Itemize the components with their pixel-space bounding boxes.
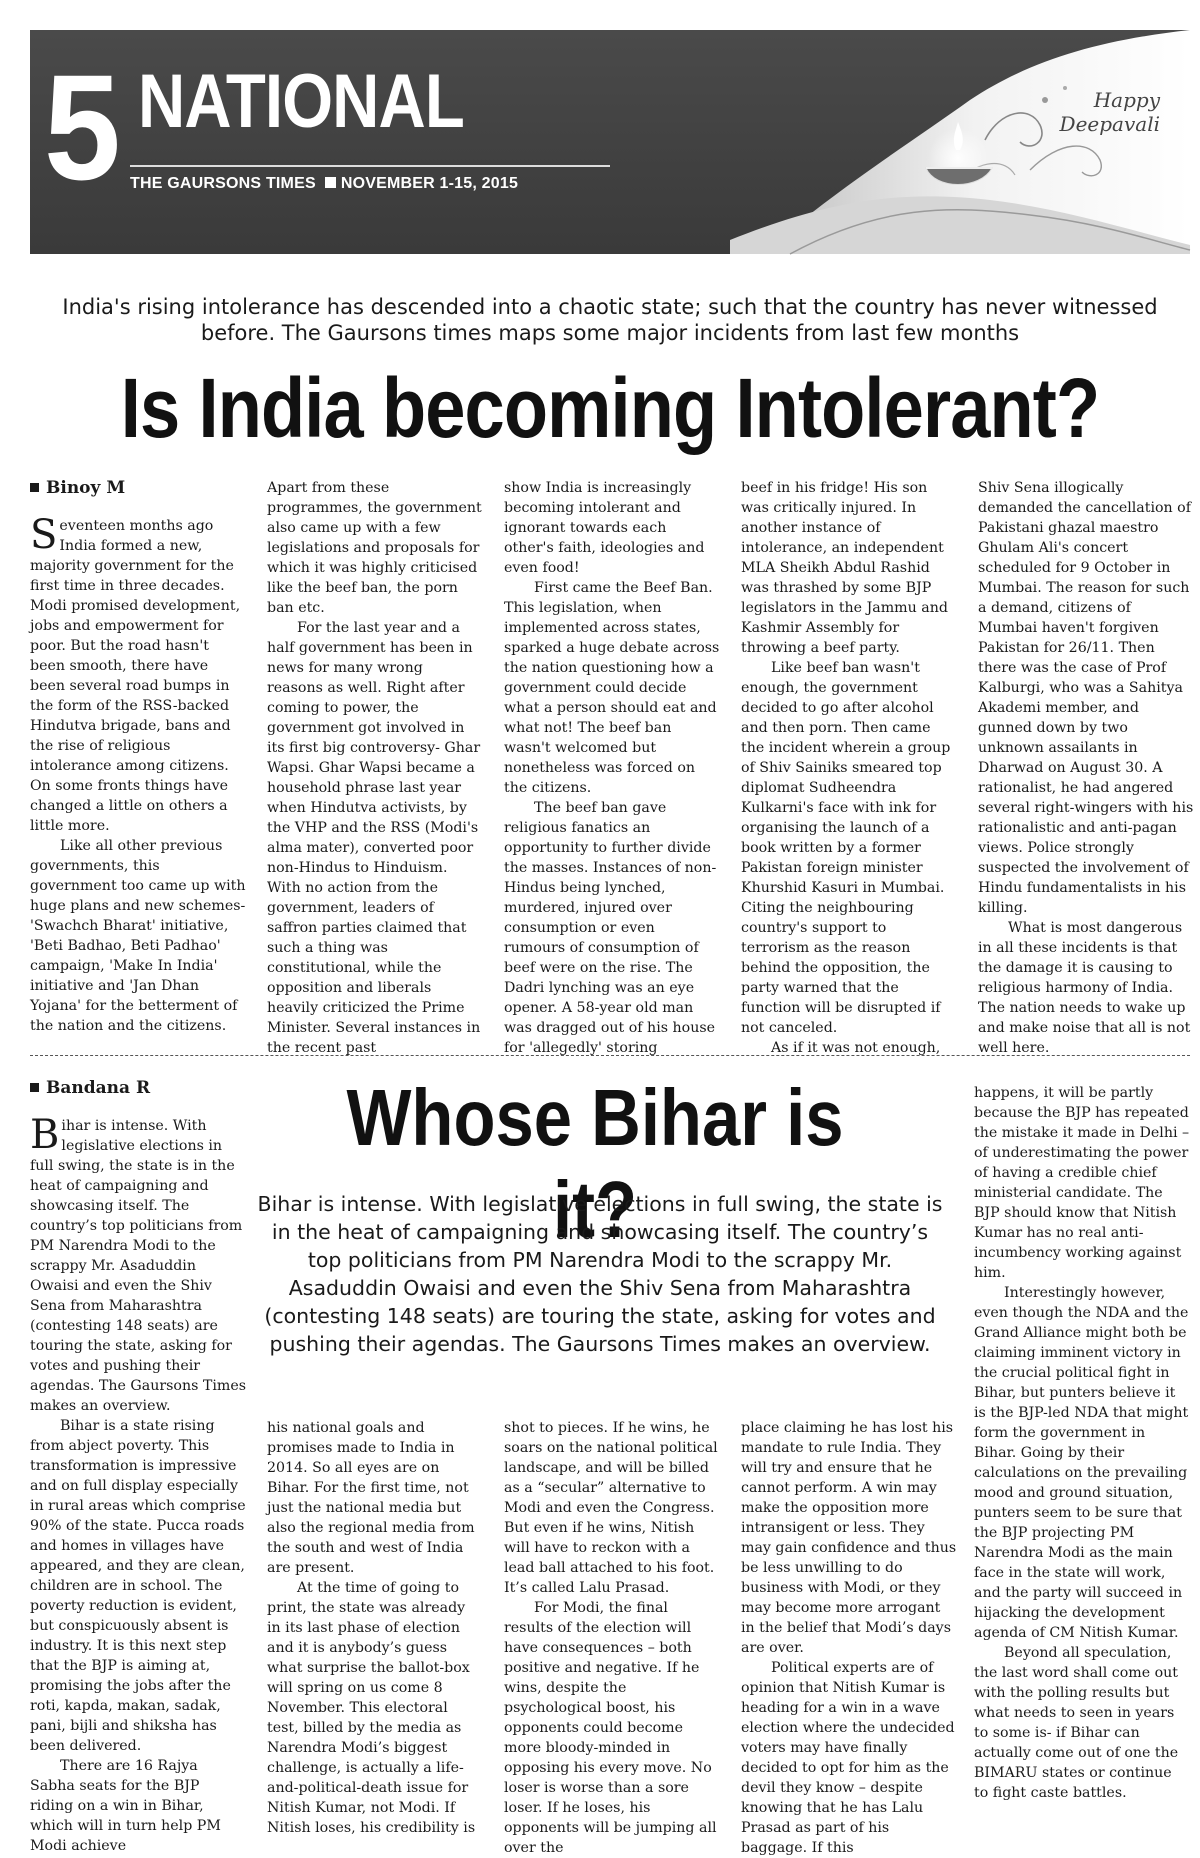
story2-standfirst: Bihar is intense. With legislative elections in full swing, the state is in the heat of campaigning and showcasing itself. The country’s top politicians from PM Narendra Modi to the scrappy Mr. Asaduddin Owaisi and even the Shiv Sena from Maharashtra (contesting 148 seats) are touring the state, asking for votes and pushing their agendas. The Gaursons Times makes an overview.: [257, 1192, 943, 1356]
paragraph: Like all other previous governments, this government too came up with huge plans and new schemes- 'Swachch Bharat' initiative, 'Beti Badhao, Beti Padhao' campaign, 'Make In India' initiative and 'Jan Dhan Yojana' for the betterment of the nation and the citizens.: [30, 838, 246, 1034]
byline-name: Bandana R: [46, 1078, 151, 1098]
story1-headline: Is India becoming Intolerant?: [120, 361, 1100, 455]
paragraph: As if it was not enough,: [771, 1040, 941, 1056]
byline-square-icon: [30, 483, 39, 492]
paragraph: At the time of going to print, the state was already in its last phase of election and it is anybody’s guess what surprise the ballot-box will spring on us come 8 November. This electoral test, billed by the media as Narendra Modi’s biggest challenge, is actually a life-and-political-death issue for Nitish Kumar, not Modi. If Nitish loses, his credibility is: [267, 1580, 476, 1836]
publication-name: THE GAURSONS TIMES: [130, 175, 316, 192]
paragraph: beef in his fridge! His son was critically injured. In another instance of intolerance, an independent MLA Sheikh Abdul Rashid was thrashed by some BJP legislators in the Jammu and Kashmir Assembly for throwing a beef party.: [741, 480, 948, 656]
paragraph: There are 16 Rajya Sabha seats for the BJP riding on a win in Bihar, which will in turn help PM Modi achieve: [30, 1758, 221, 1854]
paragraph: Beyond all speculation, the last word shall come out with the polling results but what needs to seen in years to some is- if Bihar can actually come out of one the BIMARU states or continue to fight caste battles.: [974, 1645, 1179, 1801]
drop-cap: B: [30, 1112, 60, 1158]
byline: [30, 1078, 246, 1098]
paragraph: The beef ban gave religious fanatics an opportunity to further divide the masses. Instances of non-Hindus being lynched, murdered, injured over consumption or even rumours of consumption of beef were on the rise. The Dadri lynching was an eye opener. A 58-year old man was dragged out of his house for 'allegedly' storing: [504, 800, 717, 1056]
story1-column-2: [267, 478, 483, 1058]
diya-lamp-icon: [730, 30, 1190, 254]
page-number: 5: [44, 43, 116, 211]
byline-name: Binoy M: [46, 478, 126, 498]
paragraph: First came the Beef Ban. This legislation, when implemented across states, sparked a huge debate across the nation questioning how a government could decide what a person should eat and what not! The beef ban wasn't welcomed but nonetheless was forced on the citizens.: [504, 580, 720, 796]
byline-square-icon: [30, 1083, 39, 1092]
paragraph: Shiv Sena illogically demanded the cancellation of Pakistani ghazal maestro Ghulam Ali's concert scheduled for 9 October in Mumbai. The reason for such a demand, citizens of Mumbai haven't forgiven Pakistan for 26/11. Then there was the case of Prof Kalburgi, who was a Sahitya Akademi member, and gunned down by two unknown assailants in Dharwad on August 30. A rationalist, he had angered several right-wingers with his rationalistic and anti-pagan views. Police strongly suspected the involvement of Hindu fundamentalists in his killing.: [978, 480, 1194, 916]
paragraph: Seventeen months ago India formed a new, majority government for the first time in three decades. Modi promised development, jobs and empowerment for poor. But the road hasn't been smooth, there have been several road bumps in the form of the RSS-backed Hindutva brigade, bans and the rise of religious intolerance among citizens. On some fronts things have changed a little on others a little more.: [30, 512, 241, 834]
paragraph: Bihar is intense. With legislative elections in full swing, the state is in the heat of campaigning and showcasing itself. The country’s top politicians from PM Narendra Modi to the scrappy Mr. Asaduddin Owaisi and even the Shiv Sena from Maharashtra (contesting 148 seats) are touring the state, asking for votes and pushing their agendas. The Gaursons Times makes an overview.: [30, 1112, 247, 1414]
paragraph: Bihar is a state rising from abject poverty. This transformation is impressive and on full display especially in rural areas which comprise 90% of the state. Pucca roads and homes in villages have appeared, and they are clean, children are in school. The poverty reduction is evident, but conspicuously absent is industry. It is this next step that the BJP is aiming at, promising the jobs after the roti, kapda, makan, sadak, pani, bijli and shiksha has been delivered.: [30, 1418, 246, 1754]
story2-column-3: [504, 1418, 720, 1858]
byline: [30, 478, 246, 498]
drop-cap: S: [30, 512, 58, 558]
festival-greeting: [1060, 88, 1160, 136]
story1-column-5: [978, 478, 1194, 1058]
section-title: NATIONAL: [138, 59, 464, 144]
issue-line: [130, 165, 610, 193]
story1-column-1: [30, 478, 246, 1058]
paragraph: Interestingly however, even though the NDA and the Grand Alliance might both be claiming imminent victory in the crucial political fight in Bihar, but punters believe it is the BJP-led NDA that might form the government in Bihar. Going by their calculations on the prevailing mood and ground situation, punters seem to be sure that the BJP projecting PM Narendra Modi as the main face in the state will work, and the party will succeed in hijacking the development agenda of CM Nitish Kumar.: [974, 1285, 1189, 1641]
greeting-line-1: Happy: [1093, 88, 1160, 112]
standfirst-line-2: before. The Gaursons times maps some major incidents from last few months: [200, 321, 1020, 345]
story2-column-5: [974, 1083, 1190, 1803]
paragraph: his national goals and promises made to India in 2014. So all eyes are on Bihar. For the first time, not just the national media but also the regional media from the south and west of India are present.: [267, 1420, 475, 1576]
paragraph: shot to pieces. If he wins, he soars on the national political landscape, and will be billed as a “secular” alternative to Modi and even the Congress. But even if he wins, Nitish will have to reckon with a lead ball attached to his foot. It’s called Lalu Prasad.: [504, 1420, 718, 1596]
paragraph: What is most dangerous in all these incidents is that the damage it is causing to religious harmony of India. The nation needs to wake up and make noise that all is not well here.: [978, 920, 1191, 1056]
paragraph: For the last year and a half government has been in news for many wrong reasons as well. Right after coming to power, the government got involved in its first big controversy- Ghar Wapsi. Ghar Wapsi became a household phrase last year when Hindutva activists, by the VHP and the RSS (Modi's alma mater), converted poor non-Hindus to Hinduism. With no action from the government, leaders of saffron parties claimed that such a thing was constitutional, while the opposition and liberals heavily criticized the Prime Minister. Several instances in the recent past: [267, 620, 481, 1056]
paragraph: place claiming he has lost his mandate to rule India. They will try and ensure that he cannot perform. A win may make the opposition more intransigent or less. They may gain confidence and thus be less unwilling to do business with Modi, or they may become more arrogant in the belief that Modi’s days are over.: [741, 1420, 957, 1656]
paragraph: Apart from these programmes, the government also came up with a few legislations and proposals for which it was highly criticised like the beef ban, the porn ban etc.: [267, 480, 482, 616]
story2-column-2: [267, 1418, 483, 1858]
story2-column-1: [30, 1078, 246, 1856]
standfirst-line-1: India's rising intolerance has descended into a chaotic state; such that the country has never witnessed: [62, 295, 1158, 319]
issue-date: NOVEMBER 1-15, 2015: [340, 175, 519, 192]
masthead: [30, 30, 1190, 254]
paragraph: For Modi, the final results of the election will have consequences – both positive and negative. If he wins, despite the psychological boost, his opponents could become more bloody-minded in opposing his every move. No loser is worse than a sore loser. If he loses, his opponents will be jumping all over the: [504, 1600, 717, 1856]
story-divider: [30, 1055, 1190, 1056]
story2-column-4: [741, 1418, 957, 1858]
story2-headline: Whose Bihar is it?: [346, 1073, 844, 1254]
story1-column-3: [504, 478, 720, 1058]
paragraph: happens, it will be partly because the BJP has repeated the mistake it made in Delhi – of underestimating the power of having a credible chief ministerial candidate. The BJP should know that Nitish Kumar has no real anti-incumbency working against him.: [974, 1085, 1190, 1281]
paragraph: Like beef ban wasn't enough, the government decided to go after alcohol and then porn. Then came the incident wherein a group of Shiv Sainiks smeared top diplomat Sudheendra Kulkarni's face with ink for organising the launch of a book written by a former Pakistan foreign minister Khurshid Kasuri in Mumbai. Citing the neighbouring country's support to terrorism as the reason behind the opposition, the party warned that the function will be disrupted if not canceled.: [741, 660, 951, 1036]
paragraph: Political experts are of opinion that Nitish Kumar is heading for a win in a wave election where the undecided voters may have finally decided to opt for him as the devil they know – despite knowing that he has Lalu Prasad as part of his baggage. If this: [741, 1660, 955, 1856]
separator-square-icon: [325, 177, 336, 188]
story2-body: [267, 1418, 957, 1858]
story1-standfirst: [30, 294, 1190, 346]
greeting-line-2: Deepavali: [1059, 112, 1160, 136]
story1-column-4: [741, 478, 957, 1058]
story1-body: [30, 478, 1194, 1058]
paragraph: show India is increasingly becoming intolerant and ignorant towards each other's faith, ideologies and even food!: [504, 480, 705, 576]
